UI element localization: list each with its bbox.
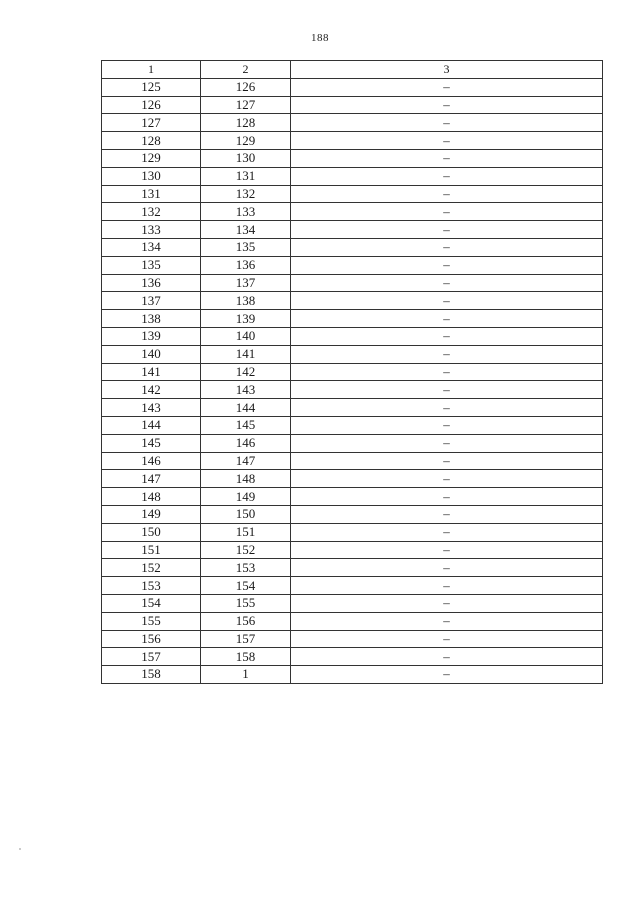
table-cell-col3: – (291, 167, 603, 185)
table-cell-col2: 1 (201, 666, 291, 684)
table-cell-col1: 156 (102, 630, 201, 648)
table-row (102, 310, 603, 328)
table-row (102, 363, 603, 381)
table-cell-col3: – (291, 594, 603, 612)
table-cell-col3: – (291, 238, 603, 256)
column-header-2: 2 (201, 61, 291, 79)
table-cell-col3: – (291, 132, 603, 150)
table-row (102, 470, 603, 488)
table-row (102, 238, 603, 256)
table-cell-col2: 134 (201, 221, 291, 239)
table-cell-col2: 135 (201, 238, 291, 256)
table-row (102, 96, 603, 114)
table-cell-col2: 128 (201, 114, 291, 132)
table-cell-col3: – (291, 96, 603, 114)
table-cell-col2: 142 (201, 363, 291, 381)
table-row (102, 345, 603, 363)
table-cell-col2: 148 (201, 470, 291, 488)
table-row (102, 559, 603, 577)
table-cell-col3: – (291, 327, 603, 345)
table-cell-col1: 147 (102, 470, 201, 488)
table-cell-col2: 150 (201, 505, 291, 523)
table-cell-col2: 140 (201, 327, 291, 345)
table-row (102, 434, 603, 452)
header-row (102, 61, 603, 79)
table-row (102, 523, 603, 541)
table-cell-col1: 128 (102, 132, 201, 150)
table-cell-col3: – (291, 541, 603, 559)
table-cell-col2: 131 (201, 167, 291, 185)
table-cell-col2: 153 (201, 559, 291, 577)
table-row (102, 488, 603, 506)
table-cell-col1: 142 (102, 381, 201, 399)
table-cell-col3: – (291, 203, 603, 221)
table-row (102, 505, 603, 523)
table-row (102, 327, 603, 345)
table-cell-col2: 145 (201, 416, 291, 434)
table-row (102, 149, 603, 167)
table-cell-col1: 152 (102, 559, 201, 577)
table-cell-col1: 125 (102, 78, 201, 96)
table-cell-col3: – (291, 523, 603, 541)
table-row (102, 292, 603, 310)
table-cell-col2: 138 (201, 292, 291, 310)
table-row (102, 274, 603, 292)
table-cell-col2: 157 (201, 630, 291, 648)
scan-speck (19, 848, 21, 850)
table-cell-col1: 146 (102, 452, 201, 470)
column-header-3: 3 (291, 61, 603, 79)
table-row (102, 612, 603, 630)
table-cell-col1: 143 (102, 399, 201, 417)
table-cell-col2: 149 (201, 488, 291, 506)
table-cell-col2: 141 (201, 345, 291, 363)
table-cell-col3: – (291, 434, 603, 452)
table-cell-col1: 135 (102, 256, 201, 274)
table-cell-col3: – (291, 78, 603, 96)
table-row (102, 381, 603, 399)
table-row (102, 256, 603, 274)
table-cell-col1: 151 (102, 541, 201, 559)
table-row (102, 648, 603, 666)
table-cell-col3: – (291, 274, 603, 292)
table-cell-col1: 150 (102, 523, 201, 541)
table-cell-col1: 148 (102, 488, 201, 506)
table-cell-col1: 155 (102, 612, 201, 630)
table-cell-col2: 152 (201, 541, 291, 559)
table-cell-col3: – (291, 416, 603, 434)
table-cell-col3: – (291, 666, 603, 684)
table-cell-col1: 140 (102, 345, 201, 363)
table-cell-col3: – (291, 648, 603, 666)
table-cell-col1: 157 (102, 648, 201, 666)
table-row (102, 577, 603, 595)
table-cell-col3: – (291, 559, 603, 577)
table-cell-col2: 139 (201, 310, 291, 328)
table-cell-col1: 158 (102, 666, 201, 684)
table-row (102, 666, 603, 684)
table-cell-col3: – (291, 577, 603, 595)
table-cell-col1: 130 (102, 167, 201, 185)
table-cell-col2: 146 (201, 434, 291, 452)
table-cell-col3: – (291, 470, 603, 488)
table-cell-col1: 129 (102, 149, 201, 167)
table-cell-col1: 138 (102, 310, 201, 328)
table-cell-col1: 134 (102, 238, 201, 256)
table-cell-col3: – (291, 630, 603, 648)
table-row (102, 594, 603, 612)
table-cell-col1: 144 (102, 416, 201, 434)
table-cell-col2: 154 (201, 577, 291, 595)
table-row (102, 221, 603, 239)
table-cell-col3: – (291, 612, 603, 630)
table-cell-col2: 147 (201, 452, 291, 470)
table-cell-col1: 136 (102, 274, 201, 292)
table-cell-col2: 130 (201, 149, 291, 167)
table-row (102, 167, 603, 185)
table-cell-col1: 141 (102, 363, 201, 381)
table-cell-col3: – (291, 256, 603, 274)
table-row (102, 541, 603, 559)
table-cell-col1: 145 (102, 434, 201, 452)
table-header (102, 61, 603, 79)
table-row (102, 78, 603, 96)
table-cell-col3: – (291, 310, 603, 328)
table-cell-col1: 132 (102, 203, 201, 221)
table-cell-col3: – (291, 452, 603, 470)
table-row (102, 630, 603, 648)
table-cell-col1: 137 (102, 292, 201, 310)
table-cell-col1: 139 (102, 327, 201, 345)
table-cell-col3: – (291, 221, 603, 239)
page-number: 188 (311, 32, 329, 44)
table-cell-col2: 151 (201, 523, 291, 541)
table-cell-col3: – (291, 381, 603, 399)
table-cell-col3: – (291, 292, 603, 310)
table-cell-col1: 154 (102, 594, 201, 612)
table-cell-col2: 158 (201, 648, 291, 666)
table-body (102, 78, 603, 683)
table-cell-col3: – (291, 114, 603, 132)
table-cell-col2: 144 (201, 399, 291, 417)
table-cell-col3: – (291, 399, 603, 417)
table-row (102, 132, 603, 150)
table-cell-col3: – (291, 363, 603, 381)
table-cell-col1: 133 (102, 221, 201, 239)
table-row (102, 452, 603, 470)
table-cell-col3: – (291, 488, 603, 506)
table-cell-col1: 131 (102, 185, 201, 203)
table-cell-col3: – (291, 505, 603, 523)
table-row (102, 399, 603, 417)
table-cell-col2: 137 (201, 274, 291, 292)
table-cell-col1: 126 (102, 96, 201, 114)
column-header-1: 1 (102, 61, 201, 79)
table-cell-col2: 127 (201, 96, 291, 114)
table-cell-col3: – (291, 185, 603, 203)
table-cell-col2: 132 (201, 185, 291, 203)
table-cell-col1: 153 (102, 577, 201, 595)
table-cell-col2: 129 (201, 132, 291, 150)
table-cell-col1: 127 (102, 114, 201, 132)
table-cell-col3: – (291, 149, 603, 167)
table-cell-col2: 136 (201, 256, 291, 274)
table-row (102, 416, 603, 434)
table-cell-col2: 126 (201, 78, 291, 96)
table-cell-col2: 133 (201, 203, 291, 221)
table-row (102, 203, 603, 221)
table-row (102, 114, 603, 132)
table-cell-col3: – (291, 345, 603, 363)
table-cell-col1: 149 (102, 505, 201, 523)
table-cell-col2: 143 (201, 381, 291, 399)
table-row (102, 185, 603, 203)
table-cell-col2: 156 (201, 612, 291, 630)
data-table (101, 60, 603, 684)
table-cell-col2: 155 (201, 594, 291, 612)
